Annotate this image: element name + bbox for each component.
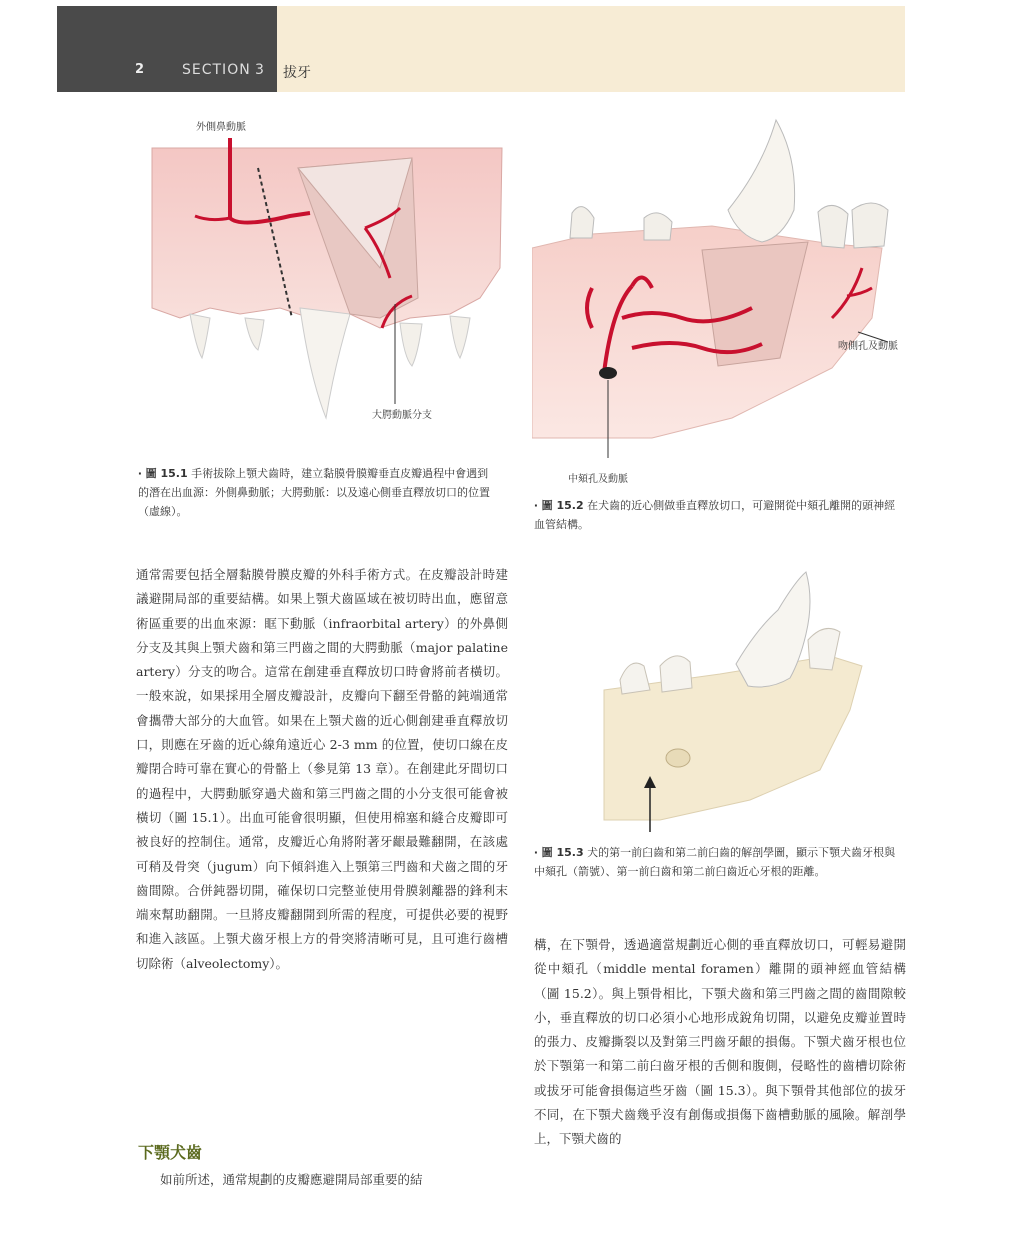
- figure-15-2: [532, 118, 904, 490]
- body-text-left-bottom: [160, 1168, 508, 1192]
- body-paragraph-right: 構，在下顎骨，透過適當規劃近心側的垂直釋放切口，可輕易避開從中頦孔（middle mental foramen）離開的頭神經血管結構（圖 15.2）。與上顎骨相比，下顎犬齒和第三門齒之間的齒間隙較小，垂直釋放的切口必須小心地形成銳角切開，以避免皮瓣並置時的張力、皮瓣撕裂以及對第三門齒牙齦的損傷。下顎犬齒牙根也位於下顎第一和第二前臼齒牙根的舌側和腹側，侵略性的齒槽切除術或拔牙可能會損傷這些牙齒（圖 15.3）。與下顎骨其他部位的拔牙不同，在下顎犬齒幾乎沒有創傷或損傷下齒槽動脈的風險。解剖學上，下顎犬齒的: [534, 937, 906, 1147]
- chapter-title: 拔牙: [283, 65, 311, 81]
- mandible-canine-illustration: [532, 118, 904, 458]
- body-text-right: [534, 933, 906, 1152]
- figure-15-1: [150, 118, 510, 438]
- label-rostral-foramen-artery: 吻側孔及動脈: [838, 341, 898, 352]
- figure-15-1-number: ‧ 圖 15.1: [138, 467, 188, 480]
- label-middle-mental-foramen: 中頦孔及動脈: [568, 474, 628, 485]
- figure-15-3-number: ‧ 圖 15.3: [534, 846, 584, 859]
- body-paragraph-left: 通常需要包括全層黏膜骨膜皮瓣的外科手術方式。在皮瓣設計時建議避開局部的重要結構。如果上顎犬齒區域在被切時出血，應留意術區重要的出血來源：眶下動脈（infraorbital artery）的外鼻側分支及其與上顎犬齒和第三門齒之間的大腭動脈（major palatine artery）分支的吻合。這常在創建垂直釋放切口時會將前者橫切。一般來說，如果採用全層皮瓣設計，皮瓣向下翻至骨骼的鈍端通常會攜帶大部分的大血管。如果在上顎犬齒的近心側創建垂直釋放切口，則應在牙齒的近心線角遠近心 2-3 mm 的位置，使切口線在皮瓣閉合時可靠在實心的骨骼上（參見第 13 章）。在創建此牙間切口的過程中，大腭動脈穿過犬齒和第三門齒之間的小分支很可能會被橫切（圖 15.1）。出血可能會很明顯，但使用棉塞和縫合皮瓣即可被良好的控制住。通常，皮瓣近心角將附著牙齦最難翻開，在該處可稍及骨突（jugum）向下傾斜進入上顎第三門齒和犬齒之間的牙齒間隙。合併鈍器切開，確保切口完整並使用骨膜剝離器的鋒利末端來幫助翻開。一旦將皮瓣翻開到所需的程度，可提供必要的視野和進入該區。上顎犬齒牙根上方的骨突將清晰可見，且可進行齒槽切除術（alveolectomy）。: [136, 567, 508, 971]
- figure-15-2-caption: [534, 496, 906, 534]
- figure-15-3-caption: [534, 843, 906, 881]
- label-lateral-nasal-artery: 外側鼻動脈: [196, 122, 246, 133]
- figure-15-1-caption: [138, 464, 493, 521]
- body-text-left: [136, 563, 508, 976]
- figure-15-3-text: 犬的第一前臼齒和第二前臼齒的解剖學圖，顯示下顎犬齒牙根與中頦孔（箭號）、第一前臼齒和第二前臼齒近心牙根的距離。: [534, 846, 896, 878]
- figure-15-2-number: ‧ 圖 15.2: [534, 499, 584, 512]
- figure-15-2-text: 在犬齒的近心側做垂直釋放切口，可避開從中頦孔離開的頭神經血管結構。: [534, 499, 896, 531]
- header-light-band: [277, 6, 905, 92]
- label-major-palatine-branch: 大腭動脈分支: [372, 410, 432, 421]
- section-label: SECTION: [182, 62, 251, 78]
- subheading-mandibular-canine: 下顎犬齒: [138, 1143, 203, 1162]
- page-header: [57, 6, 905, 92]
- maxilla-flap-illustration: [150, 118, 510, 438]
- body-paragraph-left-bottom: 如前所述，通常規劃的皮瓣應避開局部重要的結: [160, 1172, 423, 1187]
- figure-15-3: [600, 570, 870, 832]
- section-number: 3: [255, 62, 264, 78]
- mandible-bone-illustration: [600, 570, 870, 832]
- page-number: 2: [135, 62, 145, 77]
- header-dark-band: [57, 6, 277, 92]
- figure-15-1-text: 手術拔除上顎犬齒時，建立黏膜骨膜瓣垂直皮瓣過程中會遇到的潛在出血源：外側鼻動脈；大腭動脈：以及遠心側垂直釋放切口的位置（虛線）。: [138, 467, 490, 518]
